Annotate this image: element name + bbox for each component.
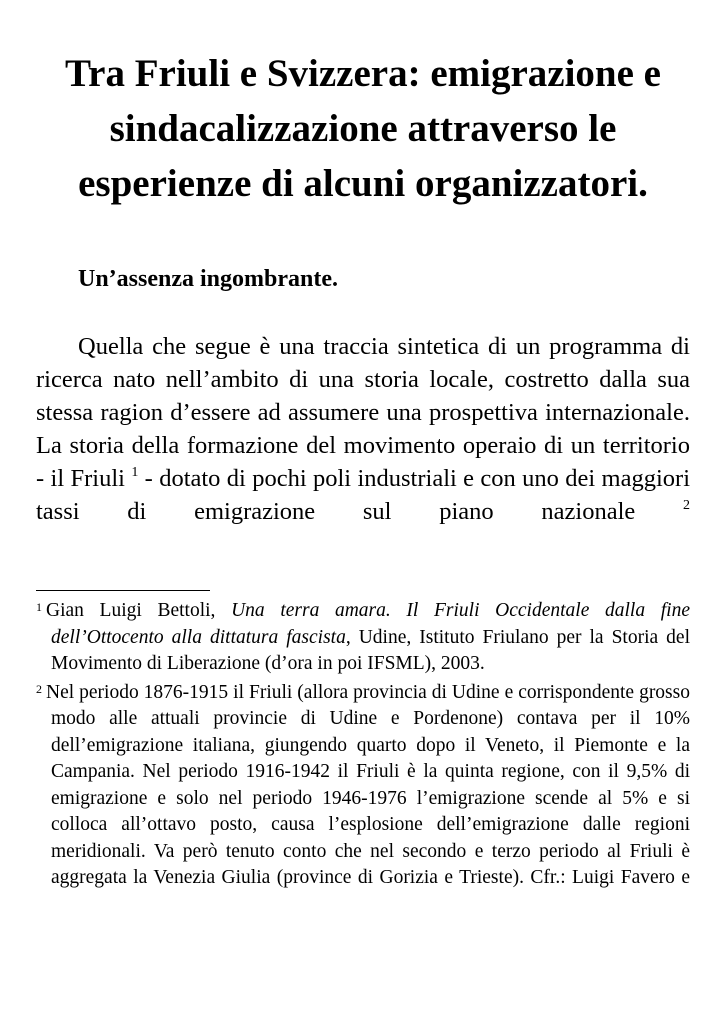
section-heading: Un’assenza ingombrante. xyxy=(78,266,339,292)
body-paragraph xyxy=(36,330,690,528)
footnote-1-author: Gian Luigi Bettoli, xyxy=(46,600,232,621)
paragraph-text-2: - dotato di pochi poli industriali e con uno dei maggiori tassi di emigrazione sul piano nazionale xyxy=(36,465,690,525)
footnote-2 xyxy=(36,680,690,892)
document-title: Tra Friuli e Svizzera: emigrazione e sindacalizzazione attraverso le esperienze di alcuni organizzatori. xyxy=(65,52,661,205)
footnote-ref-1[interactable]: 1 xyxy=(131,465,139,480)
footnote-separator xyxy=(36,590,210,591)
footnote-number-1: 1 xyxy=(36,600,42,614)
footnote-ref-2[interactable]: 2 xyxy=(683,498,690,513)
footnote-2-text: Nel periodo 1876-1915 il Friuli (allora provincia di Udine e corrispondente grosso modo alle attuali provincie di Udine e Pordenone) contava per il 10% dell’emigrazione italiana, giungendo quarto dopo il Veneto, il Piemonte e la Campania. Nel periodo 1916-1942 il Friuli è la quinta regione, con il 9,5% di emigrazione e solo nel periodo 1946-1976 l’emigrazione scende al 5% e si colloca all’ottavo posto, causa l’esplosione dell’emigrazione dalle regioni meridionali. Va però tenuto conto che nel secondo e terzo periodo al Friuli è aggregata la Venezia Giulia (province di Gorizia e Trieste). Cfr.: Luigi Favero e xyxy=(46,681,690,888)
footnote-number-2: 2 xyxy=(36,681,42,696)
footnote-1 xyxy=(36,598,690,678)
footnotes xyxy=(36,598,690,894)
footnote-1-rest: , Udine, Istituto Friulano per la Storia del Movimento di Liberazione (d’ora in poi IFSML), 2003. xyxy=(51,626,690,674)
paragraph-text-1: Quella che segue è una traccia sintetica di un programma di ricerca nato nell’ambito di una storia locale, costretto dalla sua stessa ragion d’essere ad assumere una prospettiva internazionale. La storia della formazione del movimento operaio di un territorio - il Friuli xyxy=(36,333,690,492)
footnote-1-work-title: Una terra amara. Il Friuli Occidentale dalla fine dell’Ottocento alla dittatura fascista xyxy=(51,600,690,648)
